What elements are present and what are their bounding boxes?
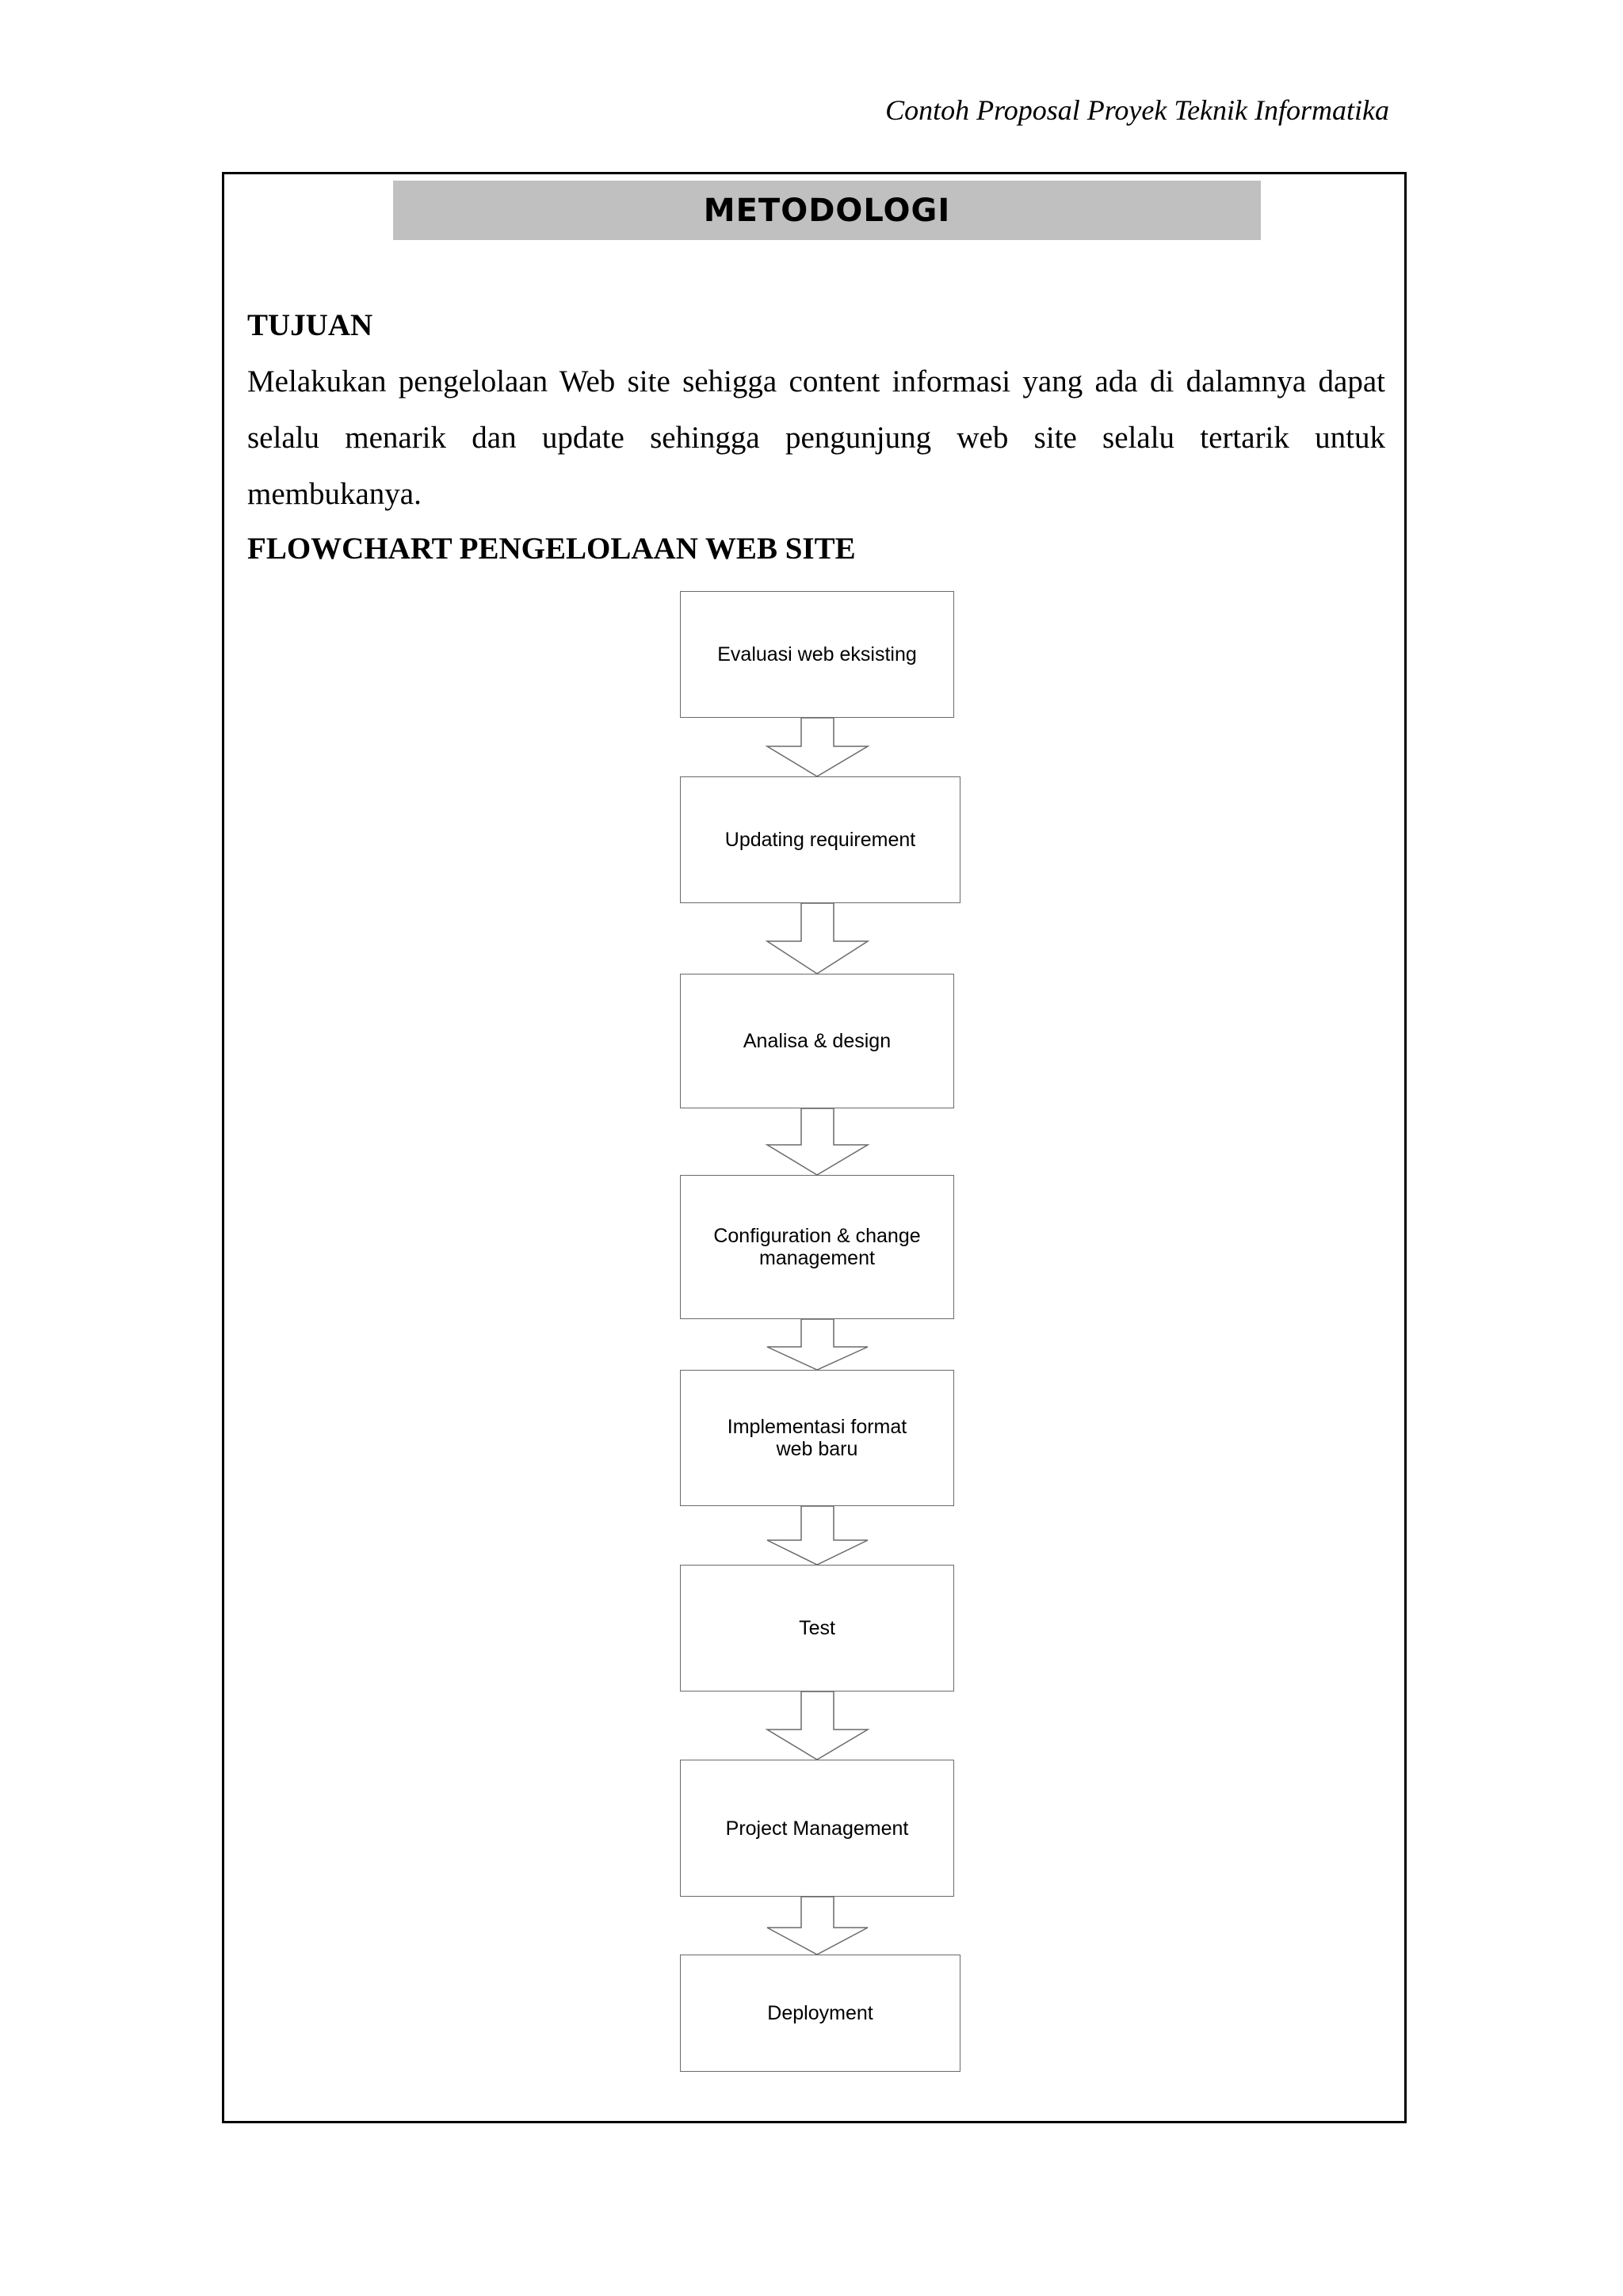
tujuan-heading: TUJUAN xyxy=(247,308,373,342)
page-title: METODOLOGI xyxy=(393,181,1261,240)
flow-step-analisa: Analisa & design xyxy=(680,974,954,1108)
tujuan-paragraph: Melakukan pengelolaan Web site sehigga content informasi yang ada di dalamnya dapat selalu menarik dan update sehingga pengunjung web site selalu tertarik untuk membukanya. xyxy=(247,364,1385,511)
flow-step-configuration: Configuration & change management xyxy=(680,1175,954,1319)
flow-step-implementasi: Implementasi format web baru xyxy=(680,1370,954,1506)
flow-step-project-management: Project Management xyxy=(680,1760,954,1897)
flow-step-evaluasi: Evaluasi web eksisting xyxy=(680,591,954,718)
flowchart-heading: FLOWCHART PENGELOLAAN WEB SITE xyxy=(247,532,856,566)
flow-step-test: Test xyxy=(680,1565,954,1691)
flow-step-deployment: Deployment xyxy=(680,1955,960,2072)
running-header: Contoh Proposal Proyek Teknik Informatika xyxy=(885,94,1389,126)
flow-step-updating: Updating requirement xyxy=(680,776,960,903)
